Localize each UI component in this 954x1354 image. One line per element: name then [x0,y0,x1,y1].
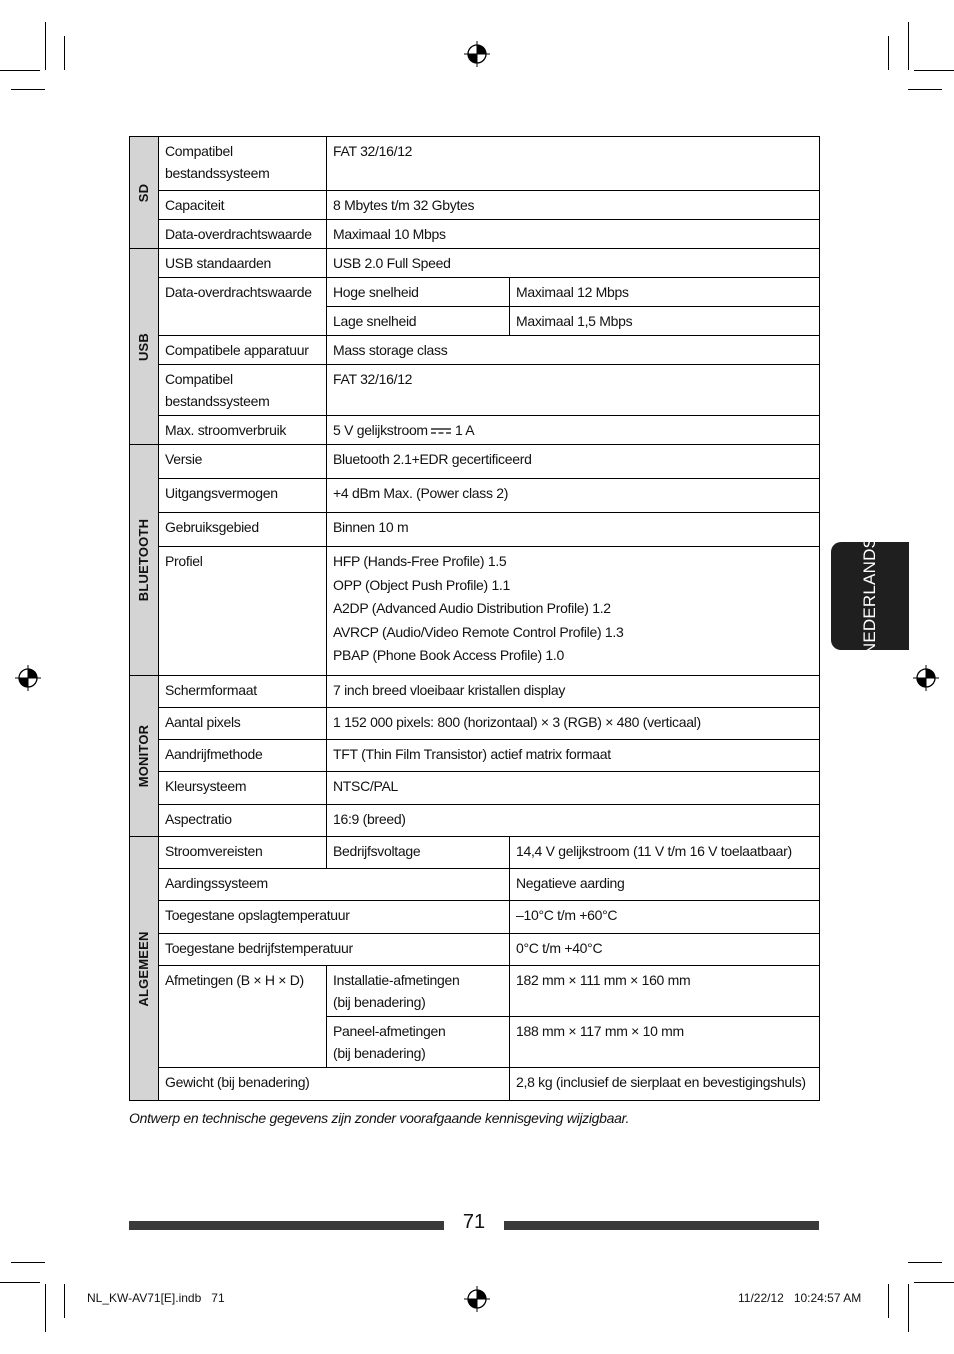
crop-mark [11,1262,45,1263]
spec-sublabel: Lage snelheid [327,307,510,336]
page-bar-right [504,1221,819,1230]
spec-label: Toegestane bedrijfstemperatuur [159,934,510,966]
spec-value-text: 1 A [454,422,475,438]
spec-value: 8 Mbytes t/m 32 Gbytes [327,191,820,220]
spec-label: Compatibel bestandssysteem [159,365,327,416]
crop-mark [45,22,46,70]
table-row [130,416,820,445]
spec-sublabel: Installatie-afmetingen (bij benadering) [327,966,510,1017]
spec-label: Compatibel bestandssysteem [159,137,327,191]
spec-value: 0°C t/m +40°C [510,934,820,966]
table-row [130,772,820,805]
section-label-monitor [130,676,159,837]
crop-mark [11,89,45,90]
table-row [130,1068,820,1101]
spec-label: Stroomvereisten [159,837,327,869]
section-label-usb [130,249,159,445]
print-slug-date: 11/22/12 10:24:57 AM [738,1291,862,1305]
spec-label: Max. stroomverbruik [159,416,327,445]
section-title: MONITOR [136,724,151,788]
spec-value: Mass storage class [327,336,820,365]
spec-label: Aantal pixels [159,708,327,740]
spec-value: –10°C t/m +60°C [510,901,820,934]
spec-value: NTSC/PAL [327,772,820,805]
section-title: ALGEMEEN [136,930,151,1007]
registration-mark-icon [464,41,490,67]
table-row [130,805,820,837]
spec-value: 16:9 (breed) [327,805,820,837]
crop-mark [0,70,40,71]
spec-value: 14,4 V gelijkstroom (11 V t/m 16 V toelaatbaar) [510,837,820,869]
spec-value: 182 mm × 111 mm × 160 mm [510,966,820,1017]
spec-label: Compatibele apparatuur [159,336,327,365]
spec-label: Toegestane opslagtemperatuur [159,901,510,934]
table-row [130,547,820,676]
registration-mark-icon [15,665,41,691]
language-side-tab [831,536,909,656]
spec-value: 1 152 000 pixels: 800 (horizontaal) × 3 (RGB) × 480 (verticaal) [327,708,820,740]
spec-label: Data-overdrachtswaarde [159,220,327,249]
table-row [130,837,820,869]
spec-value-text: 5 V gelijkstroom [333,422,428,438]
spec-value: Maximaal 10 Mbps [327,220,820,249]
section-title: SD [136,183,151,202]
crop-mark [914,70,954,71]
spec-label: Uitgangsvermogen [159,479,327,513]
spec-value: 7 inch breed vloeibaar kristallen display [327,676,820,708]
crop-mark [888,36,889,70]
section-label-sd [130,137,159,249]
spec-value: 188 mm × 117 mm × 10 mm [510,1017,820,1068]
table-row [130,278,820,307]
spec-value: Maximaal 1,5 Mbps [510,307,820,336]
spec-value: TFT (Thin Film Transistor) actief matrix formaat [327,740,820,772]
table-row [130,249,820,278]
spec-label: Capaciteit [159,191,327,220]
crop-mark [908,1284,909,1332]
spec-label: Data-overdrachtswaarde [159,278,327,336]
table-row [130,137,820,191]
table-row [130,365,820,416]
table-row [130,676,820,708]
spec-label: Schermformaat [159,676,327,708]
table-row [130,966,820,1017]
spec-value: FAT 32/16/12 [327,365,820,416]
table-row [130,513,820,547]
spec-value: Negatieve aarding [510,869,820,901]
spec-value: HFP (Hands-Free Profile) 1.5 OPP (Object Push Profile) 1.1 A2DP (Advanced Audio Distribution Profile) 1.2 AVRCP (Audio/Video Remote Control Profile) 1.3 PBAP (Phone Book Access Profile) 1.0 [327,547,820,676]
table-row [130,479,820,513]
table-row [130,901,820,934]
spec-label: Afmetingen (B × H × D) [159,966,327,1068]
spec-sublabel: Paneel-afmetingen (bij benadering) [327,1017,510,1068]
table-row [130,740,820,772]
table-row [130,934,820,966]
registration-mark-icon [913,665,939,691]
spec-value: Binnen 10 m [327,513,820,547]
crop-mark [0,1282,40,1283]
spec-sublabel: Hoge snelheid [327,278,510,307]
spec-label: Gewicht (bij benadering) [159,1068,510,1101]
spec-value: USB 2.0 Full Speed [327,249,820,278]
page-number: 71 [462,1211,486,1233]
spec-label: Profiel [159,547,327,676]
spec-value: FAT 32/16/12 [327,137,820,191]
registration-mark-icon [464,1286,490,1312]
crop-mark [908,22,909,70]
spec-value: 2,8 kg (inclusief de sierplaat en bevestigingshuls) [510,1068,820,1101]
spec-label: Kleursysteem [159,772,327,805]
table-row [130,708,820,740]
table-row [130,191,820,220]
language-label: NEDERLANDS [860,536,879,656]
section-title: USB [136,332,151,361]
spec-value: Maximaal 12 Mbps [510,278,820,307]
dc-symbol-icon [431,426,451,436]
specifications-table [129,136,820,1101]
spec-label: Versie [159,445,327,479]
crop-mark [908,89,942,90]
spec-label: USB standaarden [159,249,327,278]
spec-value: Bluetooth 2.1+EDR gecertificeerd [327,445,820,479]
table-row [130,445,820,479]
crop-mark [64,36,65,70]
spec-label: Aardingssysteem [159,869,510,901]
section-label-bluetooth [130,445,159,676]
spec-value: +4 dBm Max. (Power class 2) [327,479,820,513]
section-title: BLUETOOTH [136,518,151,602]
print-slug-file: NL_KW-AV71[E].indb 71 [87,1291,225,1305]
table-row [130,336,820,365]
crop-mark [45,1284,46,1332]
spec-label: Gebruiksgebied [159,513,327,547]
crop-mark [64,1284,65,1318]
table-row [130,869,820,901]
footnote: Ontwerp en technische gegevens zijn zonder voorafgaande kennisgeving wijzigbaar. [129,1110,630,1126]
page-bar-left [129,1221,444,1230]
crop-mark [914,1282,954,1283]
crop-mark [908,1262,942,1263]
table-row [130,220,820,249]
section-label-algemeen [130,837,159,1101]
spec-sublabel: Bedrijfsvoltage [327,837,510,869]
spec-label: Aspectratio [159,805,327,837]
crop-mark [888,1284,889,1318]
spec-label: Aandrijfmethode [159,740,327,772]
spec-value [327,416,820,445]
